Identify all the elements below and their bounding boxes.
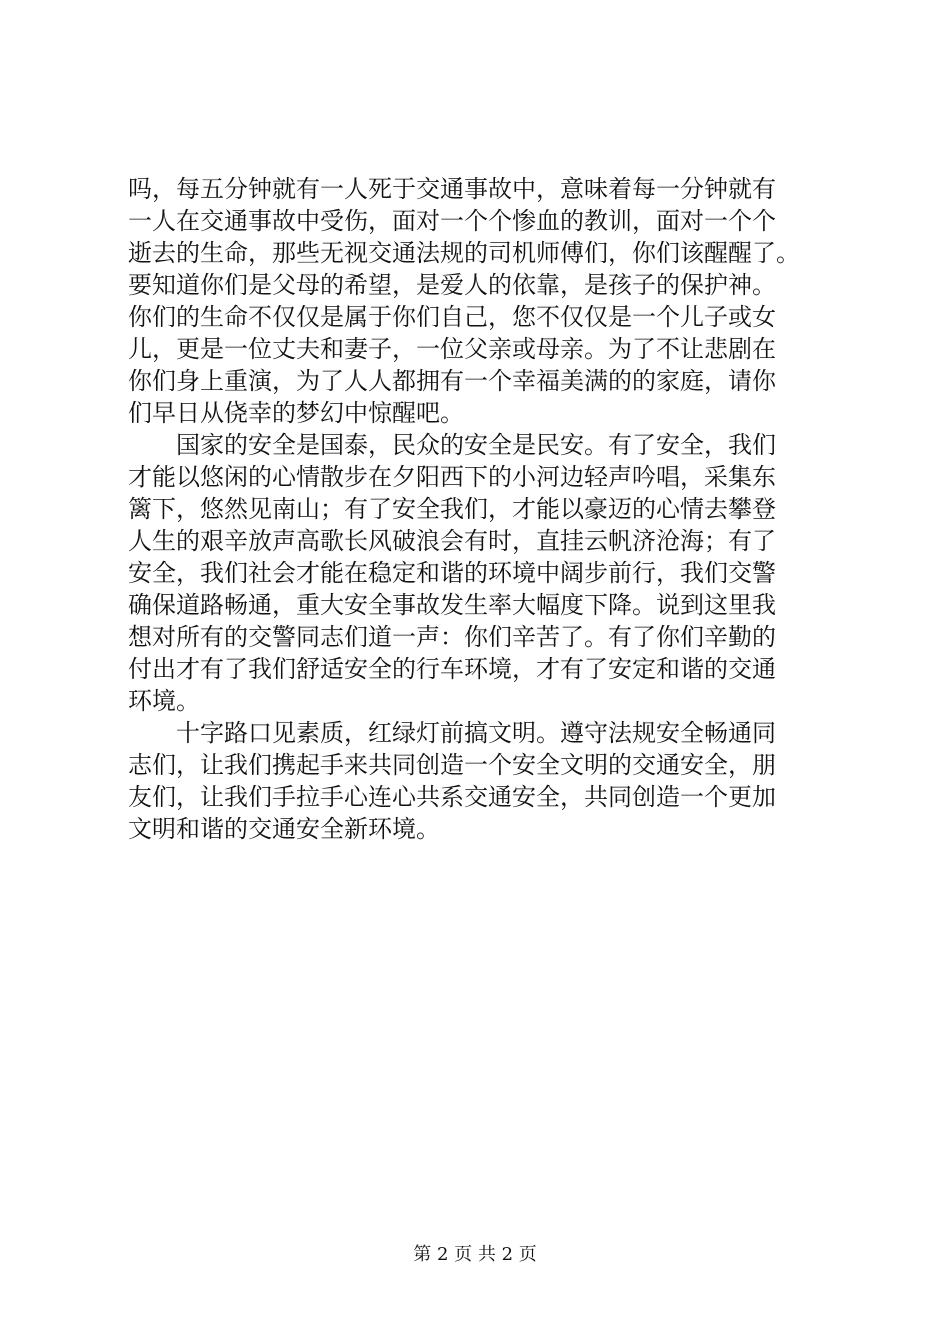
text-line: 逝去的生命，那些无视交通法规的司机师傅们，你们该醒醒了。 bbox=[128, 239, 800, 267]
text-line: 志们，让我们携起手来共同创造一个安全文明的交通安全，朋 bbox=[128, 751, 776, 779]
text-line: 们早日从侥幸的梦幻中惊醒吧。 bbox=[128, 399, 464, 427]
text-line: 十字路口见素质，红绿灯前搞文明。遵守法规安全畅通同 bbox=[128, 719, 776, 747]
text-line: 安全，我们社会才能在稳定和谐的环境中阔步前行，我们交警 bbox=[128, 559, 776, 587]
body-text bbox=[128, 173, 840, 845]
text-line: 环境。 bbox=[128, 687, 200, 715]
text-line: 你们身上重演，为了人人都拥有一个幸福美满的的家庭，请你 bbox=[128, 367, 776, 395]
text-line: 付出才有了我们舒适安全的行车环境，才有了安定和谐的交通 bbox=[128, 655, 776, 683]
text-line: 才能以悠闲的心情散步在夕阳西下的小河边轻声吟唱，采集东 bbox=[128, 463, 776, 491]
text-line: 要知道你们是父母的希望，是爱人的依靠，是孩子的保护神。 bbox=[128, 271, 776, 299]
text-line: 儿，更是一位丈夫和妻子，一位父亲或母亲。为了不让悲剧在 bbox=[128, 335, 776, 363]
text-line: 国家的安全是国泰，民众的安全是民安。有了安全，我们 bbox=[128, 431, 776, 459]
text-line: 友们，让我们手拉手心连心共系交通安全，共同创造一个更加 bbox=[128, 783, 776, 811]
text-line: 想对所有的交警同志们道一声：你们辛苦了。有了你们辛勤的 bbox=[128, 623, 776, 651]
text-line: 吗，每五分钟就有一人死于交通事故中，意味着每一分钟就有 bbox=[128, 175, 776, 203]
text-line: 一人在交通事故中受伤，面对一个个惨血的教训，面对一个个 bbox=[128, 207, 776, 235]
text-line: 人生的艰辛放声高歌长风破浪会有时，直挂云帆济沧海；有了 bbox=[128, 527, 776, 555]
text-line: 篱下，悠然见南山；有了安全我们，才能以豪迈的心情去攀登 bbox=[128, 495, 776, 523]
text-line: 确保道路畅通，重大安全事故发生率大幅度下降。说到这里我 bbox=[128, 591, 776, 619]
page-number-footer: 第 2 页 共 2 页 bbox=[413, 1244, 537, 1265]
text-line: 文明和谐的交通安全新环境。 bbox=[128, 815, 440, 843]
text-line: 你们的生命不仅仅是属于你们自己，您不仅仅是一个儿子或女 bbox=[128, 303, 776, 331]
